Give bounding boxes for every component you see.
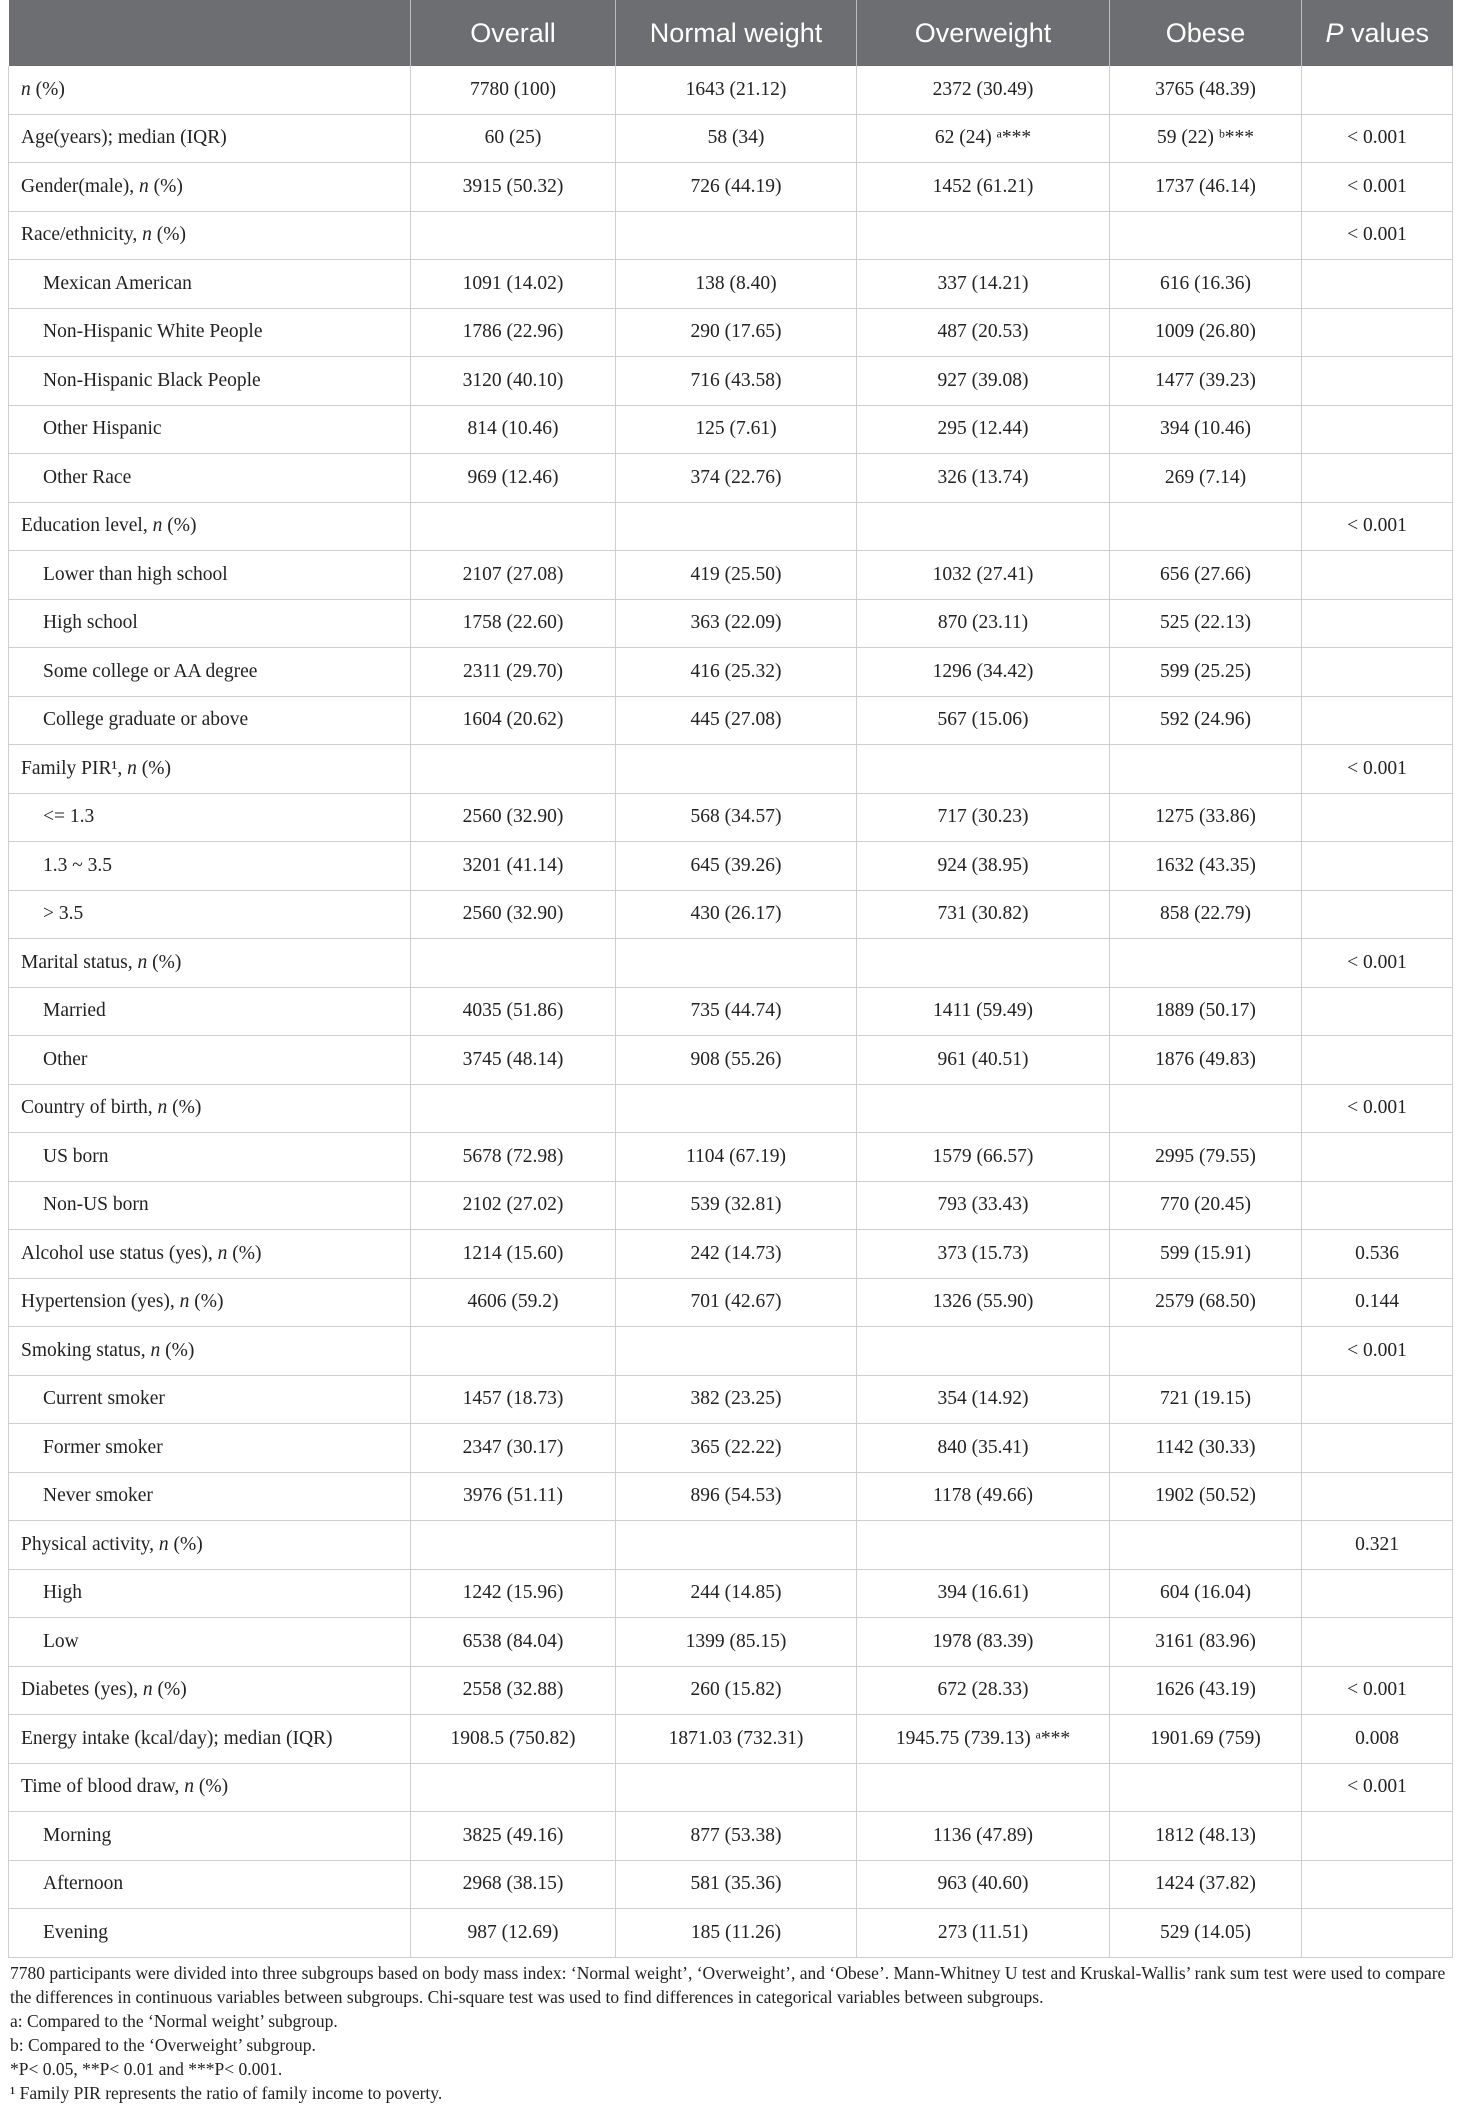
cell-normal-weight [616,502,857,551]
cell-overweight [857,939,1110,988]
header-cell-normal-weight: Normal weight [616,0,857,66]
cell-normal-weight [616,1521,857,1570]
table-row [9,1666,1453,1715]
cell-normal-weight: 260 (15.82) [616,1666,857,1715]
cell-obese: 3765 (48.39) [1110,66,1302,114]
cell-overweight: 487 (20.53) [857,308,1110,357]
cell-obese: 1477 (39.23) [1110,357,1302,406]
header-cell-overweight: Overweight [857,0,1110,66]
row-label: Low [9,1618,411,1667]
cell-p-value: < 0.001 [1302,211,1453,260]
cell-overall [411,1763,616,1812]
cell-obese [1110,502,1302,551]
cell-obese [1110,211,1302,260]
cell-overall: 4035 (51.86) [411,987,616,1036]
cell-overweight: 1136 (47.89) [857,1812,1110,1861]
cell-overall: 1604 (20.62) [411,696,616,745]
table-row [9,1327,1453,1376]
table-row [9,1569,1453,1618]
cell-p-value: < 0.001 [1302,939,1453,988]
cell-normal-weight: 138 (8.40) [616,260,857,309]
table-row [9,260,1453,309]
row-label: College graduate or above [9,696,411,745]
cell-overweight: 394 (16.61) [857,1569,1110,1618]
cell-obese: 599 (15.91) [1110,1230,1302,1279]
cell-p-value [1302,1375,1453,1424]
cell-obese: 656 (27.66) [1110,551,1302,600]
cell-overweight: 1178 (49.66) [857,1472,1110,1521]
cell-overall: 1758 (22.60) [411,599,616,648]
cell-obese: 1424 (37.82) [1110,1860,1302,1909]
cell-obese: 858 (22.79) [1110,890,1302,939]
row-label: Mexican American [9,260,411,309]
table-row [9,502,1453,551]
table-row [9,696,1453,745]
row-label: Some college or AA degree [9,648,411,697]
cell-normal-weight: 568 (34.57) [616,793,857,842]
cell-overall: 4606 (59.2) [411,1278,616,1327]
row-label: Evening [9,1909,411,1958]
table-row [9,1424,1453,1473]
cell-normal-weight: 290 (17.65) [616,308,857,357]
row-label: Age(years); median (IQR) [9,114,411,163]
cell-p-value [1302,1909,1453,1958]
cell-overweight [857,745,1110,794]
cell-overall [411,1084,616,1133]
cell-obese: 1876 (49.83) [1110,1036,1302,1085]
cell-p-value [1302,648,1453,697]
cell-overweight: 924 (38.95) [857,842,1110,891]
table-row [9,793,1453,842]
cell-overweight: 1296 (34.42) [857,648,1110,697]
cell-p-value [1302,454,1453,503]
cell-normal-weight [616,1084,857,1133]
cell-obese: 1902 (50.52) [1110,1472,1302,1521]
row-label: Morning [9,1812,411,1861]
cell-obese [1110,1763,1302,1812]
row-label: Non-Hispanic Black People [9,357,411,406]
cell-obese: 525 (22.13) [1110,599,1302,648]
cell-overweight [857,1327,1110,1376]
table-row [9,1618,1453,1667]
table-row [9,1909,1453,1958]
cell-overall: 1242 (15.96) [411,1569,616,1618]
table-row [9,987,1453,1036]
table-row [9,939,1453,988]
cell-normal-weight: 896 (54.53) [616,1472,857,1521]
row-label: Hypertension (yes), n (%) [9,1278,411,1327]
cell-p-value [1302,987,1453,1036]
cell-obese: 1632 (43.35) [1110,842,1302,891]
row-label: Energy intake (kcal/day); median (IQR) [9,1715,411,1764]
table-row [9,648,1453,697]
cell-overall: 5678 (72.98) [411,1133,616,1182]
cell-p-value [1302,1812,1453,1861]
cell-overall: 814 (10.46) [411,405,616,454]
cell-normal-weight: 645 (39.26) [616,842,857,891]
cell-overweight [857,211,1110,260]
cell-p-value [1302,1860,1453,1909]
cell-p-value [1302,1618,1453,1667]
cell-obese: 604 (16.04) [1110,1569,1302,1618]
row-label: Former smoker [9,1424,411,1473]
cell-overall: 7780 (100) [411,66,616,114]
cell-p-value: 0.321 [1302,1521,1453,1570]
cell-obese: 269 (7.14) [1110,454,1302,503]
cell-overweight: 963 (40.60) [857,1860,1110,1909]
row-label: Non-US born [9,1181,411,1230]
table-body [9,66,1453,1957]
table-row [9,842,1453,891]
cell-overall: 1214 (15.60) [411,1230,616,1279]
cell-overall [411,211,616,260]
footnote-significance: *P< 0.05, **P< 0.01 and ***P< 0.001. [10,2058,283,2079]
row-label: Education level, n (%) [9,502,411,551]
row-label: > 3.5 [9,890,411,939]
cell-obese: 394 (10.46) [1110,405,1302,454]
cell-overweight: 373 (15.73) [857,1230,1110,1279]
cell-overall: 2102 (27.02) [411,1181,616,1230]
cell-p-value [1302,1424,1453,1473]
table-row [9,1521,1453,1570]
table-row [9,1715,1453,1764]
cell-p-value: < 0.001 [1302,1763,1453,1812]
cell-overweight: 1411 (59.49) [857,987,1110,1036]
cell-obese: 1275 (33.86) [1110,793,1302,842]
cell-obese [1110,1521,1302,1570]
cell-overall: 60 (25) [411,114,616,163]
cell-normal-weight: 242 (14.73) [616,1230,857,1279]
cell-p-value [1302,1472,1453,1521]
row-label: Non-Hispanic White People [9,308,411,357]
cell-p-value: 0.144 [1302,1278,1453,1327]
table-row [9,1036,1453,1085]
cell-overweight: 961 (40.51) [857,1036,1110,1085]
footnote-b: b: Compared to the ‘Overweight’ subgroup. [10,2034,316,2055]
cell-overall: 2347 (30.17) [411,1424,616,1473]
cell-p-value [1302,405,1453,454]
row-label: Married [9,987,411,1036]
cell-obese: 3161 (83.96) [1110,1618,1302,1667]
cell-overweight: 337 (14.21) [857,260,1110,309]
cell-normal-weight: 374 (22.76) [616,454,857,503]
cell-obese: 529 (14.05) [1110,1909,1302,1958]
cell-obese: 721 (19.15) [1110,1375,1302,1424]
cell-normal-weight: 382 (23.25) [616,1375,857,1424]
table-row [9,1860,1453,1909]
cell-overall: 3915 (50.32) [411,163,616,212]
row-label: Country of birth, n (%) [9,1084,411,1133]
cell-normal-weight: 363 (22.09) [616,599,857,648]
cell-overall: 1908.5 (750.82) [411,1715,616,1764]
row-label: Time of blood draw, n (%) [9,1763,411,1812]
table-row [9,357,1453,406]
header-cell-obese: Obese [1110,0,1302,66]
cell-overall: 2107 (27.08) [411,551,616,600]
cell-obese: 770 (20.45) [1110,1181,1302,1230]
table-row [9,890,1453,939]
cell-normal-weight: 716 (43.58) [616,357,857,406]
table-row [9,1181,1453,1230]
table-row [9,1375,1453,1424]
cell-normal-weight: 735 (44.74) [616,987,857,1036]
cell-overall [411,1327,616,1376]
row-label: High school [9,599,411,648]
row-label: 1.3 ~ 3.5 [9,842,411,891]
header-cell-overall: Overall [411,0,616,66]
cell-p-value [1302,696,1453,745]
cell-normal-weight [616,1327,857,1376]
row-label: Family PIR¹, n (%) [9,745,411,794]
cell-obese: 2995 (79.55) [1110,1133,1302,1182]
cell-overall: 2558 (32.88) [411,1666,616,1715]
table-footnotes [8,1961,1450,2105]
cell-normal-weight: 125 (7.61) [616,405,857,454]
cell-overweight: 870 (23.11) [857,599,1110,648]
cell-overweight [857,1084,1110,1133]
cell-overweight: 354 (14.92) [857,1375,1110,1424]
cell-overall: 2560 (32.90) [411,793,616,842]
cell-obese: 599 (25.25) [1110,648,1302,697]
cell-overall: 6538 (84.04) [411,1618,616,1667]
cell-obese: 1009 (26.80) [1110,308,1302,357]
header-cell-label [9,0,411,66]
cell-p-value [1302,890,1453,939]
cell-overweight: 1452 (61.21) [857,163,1110,212]
cell-overweight: 1326 (55.90) [857,1278,1110,1327]
cell-normal-weight [616,939,857,988]
cell-normal-weight: 58 (34) [616,114,857,163]
cell-obese: 1626 (43.19) [1110,1666,1302,1715]
cell-normal-weight: 1643 (21.12) [616,66,857,114]
row-label: Smoking status, n (%) [9,1327,411,1376]
cell-overweight [857,1763,1110,1812]
cell-overweight: 717 (30.23) [857,793,1110,842]
cell-p-value [1302,260,1453,309]
cell-overweight: 1945.75 (739.13) ᵃ*** [857,1715,1110,1764]
cell-p-value [1302,308,1453,357]
cell-normal-weight [616,211,857,260]
cell-normal-weight: 539 (32.81) [616,1181,857,1230]
cell-p-value [1302,1569,1453,1618]
table-row [9,211,1453,260]
footnote-pir: ¹ Family PIR represents the ratio of family income to poverty. [10,2082,443,2103]
cell-overall [411,502,616,551]
row-label: Gender(male), n (%) [9,163,411,212]
cell-normal-weight: 1104 (67.19) [616,1133,857,1182]
row-label: Current smoker [9,1375,411,1424]
cell-overweight: 2372 (30.49) [857,66,1110,114]
cell-overweight: 840 (35.41) [857,1424,1110,1473]
cell-overweight: 1579 (66.57) [857,1133,1110,1182]
document-page [8,0,1452,2105]
table-row [9,1763,1453,1812]
cell-p-value [1302,599,1453,648]
cell-normal-weight: 726 (44.19) [616,163,857,212]
table-row [9,599,1453,648]
cell-overall: 1786 (22.96) [411,308,616,357]
cell-overall: 3976 (51.11) [411,1472,616,1521]
cell-obese: 2579 (68.50) [1110,1278,1302,1327]
table-row [9,163,1453,212]
table-row [9,454,1453,503]
cell-overweight: 567 (15.06) [857,696,1110,745]
cell-overall: 1457 (18.73) [411,1375,616,1424]
cell-normal-weight: 416 (25.32) [616,648,857,697]
row-label: n (%) [9,66,411,114]
cell-p-value [1302,1133,1453,1182]
footnote-a: a: Compared to the ‘Normal weight’ subgroup. [10,2010,338,2031]
cell-overall: 3825 (49.16) [411,1812,616,1861]
cell-p-value: < 0.001 [1302,163,1453,212]
cell-obese: 1889 (50.17) [1110,987,1302,1036]
cell-overweight: 273 (11.51) [857,1909,1110,1958]
table-header [9,0,1453,66]
cell-normal-weight [616,745,857,794]
cell-obese: 1812 (48.13) [1110,1812,1302,1861]
table-row [9,66,1453,114]
cell-normal-weight: 1399 (85.15) [616,1618,857,1667]
cell-normal-weight: 908 (55.26) [616,1036,857,1085]
row-label: Diabetes (yes), n (%) [9,1666,411,1715]
row-label: Never smoker [9,1472,411,1521]
cell-normal-weight: 877 (53.38) [616,1812,857,1861]
row-label: Other [9,1036,411,1085]
cell-obese [1110,939,1302,988]
cell-p-value: < 0.001 [1302,1327,1453,1376]
cell-normal-weight: 445 (27.08) [616,696,857,745]
row-label: High [9,1569,411,1618]
cell-normal-weight: 185 (11.26) [616,1909,857,1958]
cell-overweight [857,502,1110,551]
cell-p-value: < 0.001 [1302,1666,1453,1715]
cell-overall [411,939,616,988]
cell-p-value [1302,551,1453,600]
cell-normal-weight: 701 (42.67) [616,1278,857,1327]
participant-characteristics-table [8,0,1453,1958]
cell-obese: 1901.69 (759) [1110,1715,1302,1764]
cell-overweight: 731 (30.82) [857,890,1110,939]
cell-obese: 592 (24.96) [1110,696,1302,745]
cell-normal-weight: 430 (26.17) [616,890,857,939]
cell-p-value: < 0.001 [1302,114,1453,163]
cell-p-value [1302,357,1453,406]
header-cell-p-values: P values [1302,0,1453,66]
table-row [9,1230,1453,1279]
row-label: Marital status, n (%) [9,939,411,988]
cell-overweight: 1032 (27.41) [857,551,1110,600]
cell-normal-weight: 419 (25.50) [616,551,857,600]
table-row [9,1812,1453,1861]
cell-p-value: < 0.001 [1302,1084,1453,1133]
cell-p-value [1302,793,1453,842]
table-row [9,745,1453,794]
cell-normal-weight: 365 (22.22) [616,1424,857,1473]
cell-overall: 2560 (32.90) [411,890,616,939]
cell-obese: 1737 (46.14) [1110,163,1302,212]
cell-p-value: 0.536 [1302,1230,1453,1279]
cell-normal-weight: 1871.03 (732.31) [616,1715,857,1764]
table-row [9,1278,1453,1327]
cell-overweight: 326 (13.74) [857,454,1110,503]
cell-p-value [1302,66,1453,114]
cell-overweight: 62 (24) ᵃ*** [857,114,1110,163]
cell-overall: 2311 (29.70) [411,648,616,697]
footnote-description: 7780 participants were divided into three subgroups based on body mass index: ‘Normal weight’, ‘Overweight’, and ‘Obese’. Mann-Whitney U test and Kruskal-Wallis’ rank sum test were used to compare the differences in continuous variables between subgroups. Chi-square test was used to find differences in categorical variables between subgroups. [10,1962,1446,2007]
cell-obese: 1142 (30.33) [1110,1424,1302,1473]
cell-overall: 1091 (14.02) [411,260,616,309]
cell-overweight: 927 (39.08) [857,357,1110,406]
cell-p-value: < 0.001 [1302,502,1453,551]
row-label: Other Hispanic [9,405,411,454]
cell-normal-weight: 581 (35.36) [616,1860,857,1909]
row-label: Other Race [9,454,411,503]
cell-overweight: 672 (28.33) [857,1666,1110,1715]
cell-overall: 987 (12.69) [411,1909,616,1958]
cell-p-value [1302,1181,1453,1230]
table-row [9,551,1453,600]
cell-normal-weight: 244 (14.85) [616,1569,857,1618]
row-label: <= 1.3 [9,793,411,842]
cell-obese: 616 (16.36) [1110,260,1302,309]
cell-overweight: 793 (33.43) [857,1181,1110,1230]
cell-p-value [1302,842,1453,891]
row-label: Alcohol use status (yes), n (%) [9,1230,411,1279]
cell-p-value: 0.008 [1302,1715,1453,1764]
cell-obese [1110,1327,1302,1376]
cell-overall: 2968 (38.15) [411,1860,616,1909]
table-row [9,1084,1453,1133]
table-row [9,405,1453,454]
row-label: Lower than high school [9,551,411,600]
cell-overall: 3745 (48.14) [411,1036,616,1085]
cell-p-value [1302,1036,1453,1085]
row-label: US born [9,1133,411,1182]
cell-obese: 59 (22) ᵇ*** [1110,114,1302,163]
cell-obese [1110,745,1302,794]
table-row [9,308,1453,357]
row-label: Physical activity, n (%) [9,1521,411,1570]
cell-overall: 3120 (40.10) [411,357,616,406]
cell-obese [1110,1084,1302,1133]
cell-overall [411,745,616,794]
row-label: Race/ethnicity, n (%) [9,211,411,260]
table-row [9,1133,1453,1182]
table-row [9,114,1453,163]
table-row [9,1472,1453,1521]
cell-overweight: 1978 (83.39) [857,1618,1110,1667]
cell-overall [411,1521,616,1570]
row-label: Afternoon [9,1860,411,1909]
cell-p-value: < 0.001 [1302,745,1453,794]
cell-overweight [857,1521,1110,1570]
cell-normal-weight [616,1763,857,1812]
cell-overall: 969 (12.46) [411,454,616,503]
cell-overall: 3201 (41.14) [411,842,616,891]
cell-overweight: 295 (12.44) [857,405,1110,454]
